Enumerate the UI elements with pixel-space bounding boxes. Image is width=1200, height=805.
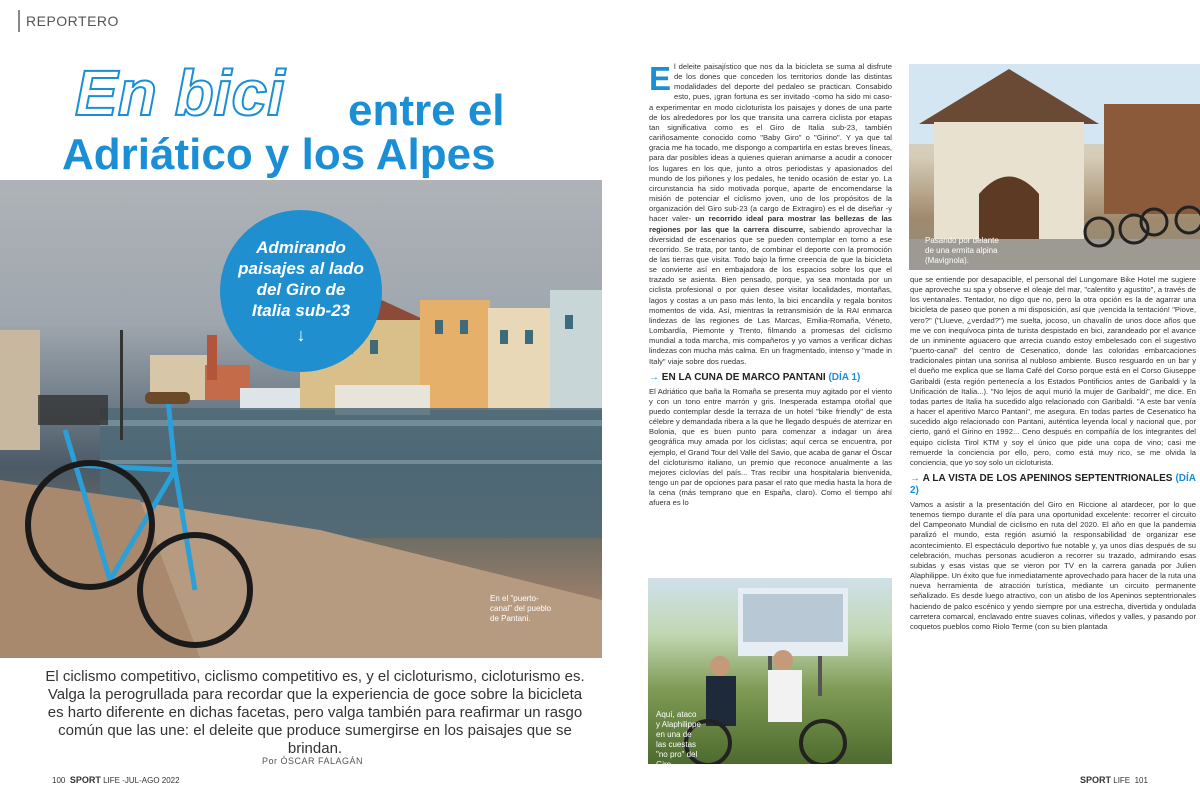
article-column-2 (910, 275, 1196, 769)
subhead-day-1-title: EN LA CUNA DE MARCO PANTANI (661, 371, 826, 383)
intro-paragraph: El ciclismo competitivo, ciclismo competitivo es, y el cicloturismo, cicloturismo es. Valga la perogrullada para recordar que la experiencia de goce sobre la bicicleta es harto diferente en dichas facetas, pero valga también para reafirmar un rasgo común que las une: el deleite que produce sumergirse en los paisajes que se brindan. (45, 668, 585, 757)
footer-brand-right: SPORT (1080, 775, 1112, 785)
arrow-right-icon: → (910, 472, 920, 484)
section-tag: REPORTERO (18, 10, 119, 32)
page-number-right: 101 (1134, 776, 1148, 785)
subhead-day-1-label: (DÍA 1) (828, 371, 861, 383)
footer-date: -JUL-AGO 2022 (122, 776, 180, 785)
title-part1: En bici (75, 57, 285, 129)
drop-cap: E (649, 62, 672, 97)
article-column-1 (649, 62, 892, 572)
col1-p1-text: l deleite paisajístico que nos da la bicicleta se suma al disfrute de los dones que conceden los territorios donde las distintas modalidades del deporte del pedaleo se practican. Consabido esto, pues, ¡gran fortuna es ser invitado -como ha sido mi caso- a experimentar en modo cicloturista los paisajes y dones de una parte de los alrededores por los que transita una carrera ciclista por etapas tan significativa como es el Giro de Italia sub-23, también cariñosamente conocido como "Baby Giro" o "Girino". Y ya que tal gracia me ha tocado, me dispongo a compartirla en estas breves líneas, para dar posibles ideas a quienes quieran animarse a acudir a conocer los lugares en los que, junto a otros periodistas y apasionados del mundo de los piñones y los pedales, he tenido ocasión de estar yo. La circunstancia ha sido motivada porque, aparte de encomendarse la misión de potenciar el ciclismo joven, uno de los propósitos de la organización del Giro sub-23 (a cargo de Extragiro) es el de diseñar -y hacer valer- (649, 62, 892, 224)
arrow-down-icon: ↓ (296, 324, 306, 345)
chapel-photo-caption: Pasando por delante de una ermita alpina (Mavignola). (925, 236, 999, 265)
subhead-day-2-title: A LA VISTA DE LOS APENINOS SEPTENTRIONALES (922, 472, 1173, 484)
col1-p1-bold: un recorrido ideal para mostrar las bellezas de las regiones por las que la carrera discurre, (649, 214, 892, 234)
main-photo-caption: En el "puerto-canal" del pueblo de Pantani. (490, 594, 552, 623)
footer-right (1080, 775, 1148, 785)
col2-paragraph-1: que se entiende por desapacible, el personal del Lungomare Bike Hotel me sugiere que aproveche su spa y observe el oleaje del mar, "calentito y agustito", a través de los ventanales. Tentador, no digo que no, pero la otra opción es la de agarrar una bicicleta de paseo que ponen a mi disposición, así que ¡vencida la tentación! "Piove, vero?" ("Llueve, ¿verdad?") me suelta, jocoso, un chavalín de unos doce años que me ve con inequívoca pinta de turista despistado en bici, zarandeado por el avance de un inminente aguacero que arrecia cuando estoy embelesado con el sugestivo "puerto-canal" del centro de Cesenatico, donde las coloridas embarcaciones tradicionales pintan una sonrisa al nubloso ambiente. Busco resguardo en un bar y el dueño me explica que se llama Café del Corso porque está en el Corso Giuseppe Garibaldi (esta región pertenecía a los Estados Pontificios antes de Garibaldi y la Unificación de Italia...). "No lejos de aquí murió la mujer de Garibaldi", me dice. En todas partes de Italia ha sucedido algo relacionado con Garibaldi. "A este bar venía a hacer el aperitivo Marco Pantani", me asegura. En todas partes de Cesenatico ha sucedido algo relacionado con Pantani, auténtica leyenda local y nacional que, por cierto, ganó el Girino en 1992... Ceno después en compañía de los integrantes del equipo ciclista Tirol KTM y soy el único que pide una copa de vino; casi me remuerde la conciencia por ello, pero, como está muy rico, se me olvida la conciencia, que yo soy solo un cicloturista. (910, 275, 1196, 467)
col1-p1-end: sabiendo aprovechar la diversidad de escenarios que se pueden contemplar en torno a ese recorrido. Se trata, por tanto, de combinar el deporte con la promoción de las tierras que visita. Todo bajo la firme creencia de que la bicicleta se convierte así en embajadora de los espacios sobre los que el trazado se asienta. Bien pensado, porque, ya sea montada por un ciclista profesional o por quien desee visitar localidades, montañas, lagos y costas a un paso más lento, la bici encandila y regala bonitos momentos de vida. Así, mientras la retransmisión de la RAI enmarca lindezas de las regiones de Las Marcas, Emilia-Romaña, Véneto, Lombardía, Piemonte y Trento, filmando a promesas del ciclismo mundial a toda marcha, mis compañeros y yo vamos a verificar dichas lindezas con mucha más calma. En un fragmentado, intenso y "made in Italy" viaje sobre dos ruedas. (649, 224, 892, 366)
arrow-right-icon: → (649, 371, 659, 383)
col2-paragraph-2: Vamos a asistir a la presentación del Giro en Riccione al atardecer, por lo que tenemos tiempo durante el día para una oportunidad excelente: recorrer el circuito del Campeonato Mundial de ciclismo en ruta del 2020. El año en que la pandemia paralizó el mundo, esta región asumió la responsabilidad de organizar ese acontecimiento. El espectáculo deportivo fue notable y, ya unos días después de su celebración, muchas personas acudieron a recorrer su trazado, admirando esas subidas y esas vistas que se vieron por TV en la carrera ganada por Julien Alaphilippe. Un éxito que fue inmediatamente aprovechado para hacer de la ruta una nueva herramienta de atracción turística, mediante un circuito permanente señalizado. Es desde luego atractivo, con un atisbo de los Apeninos septentrionales haciendo de palco escénico y yendo siempre por una estrecha, divertida y ondulada carretera comarcal, enclavado entre suaves colinas, viñedos y valles, y pasando por coquetos pueblos como Riolo Terme (con su bien plantada (910, 499, 1196, 631)
subhead-day-2 (910, 473, 1196, 497)
footer-mag-right: LIFE (1113, 776, 1131, 785)
teaser-badge (220, 210, 382, 372)
footer-left (52, 775, 180, 785)
badge-text: Admirando paisajes al lado del Giro de Italia sub-23 (238, 237, 364, 320)
subhead-day-2-label: (DÍA 2) (910, 472, 1196, 496)
title-part2: entre el (348, 86, 505, 135)
col1-paragraph-2: El Adriático que baña la Romaña se presenta muy agitado por el viento y con un tono entre marrón y gris. Inesperada estampa otoñal que puedo contemplar desde la terraza de un hotel "bike friendly" de esta célebre y demandada ribera a la que he llegado después de aterrizar en Bolonia, que es buen punto para comenzar a indagar un área geográfica muy amada por los ciclistas; aquí cerca se encuentra, por ejemplo, el Grand Tour del Valle del Savio, que acaba de ganar el Óscar del cicloturismo italiano, un premio que reconoce anualmente a las mejores ciclovías del país... Tras recibir una hospitalaria bienvenida, tengo un par de opciones para pasar el rato que media hasta la hora de la cena (más temprano que en España, claro). Como el tiempo ahí afuera es lo (649, 386, 892, 508)
byline: Por ÓSCAR FALAGÁN (262, 756, 364, 766)
title-part3: Adriático y los Alpes (62, 130, 496, 179)
page-number-left: 100 (52, 776, 66, 785)
col1-paragraph-1 (649, 62, 892, 367)
footer-brand-left: SPORT (69, 775, 101, 785)
subhead-day-1 (649, 372, 892, 384)
footer-mag-left: LIFE (103, 776, 120, 785)
cyclists-photo-caption: Aquí, ataco y Alaphilippe en una de las cuestas "no pro" del Giro. (656, 710, 701, 769)
